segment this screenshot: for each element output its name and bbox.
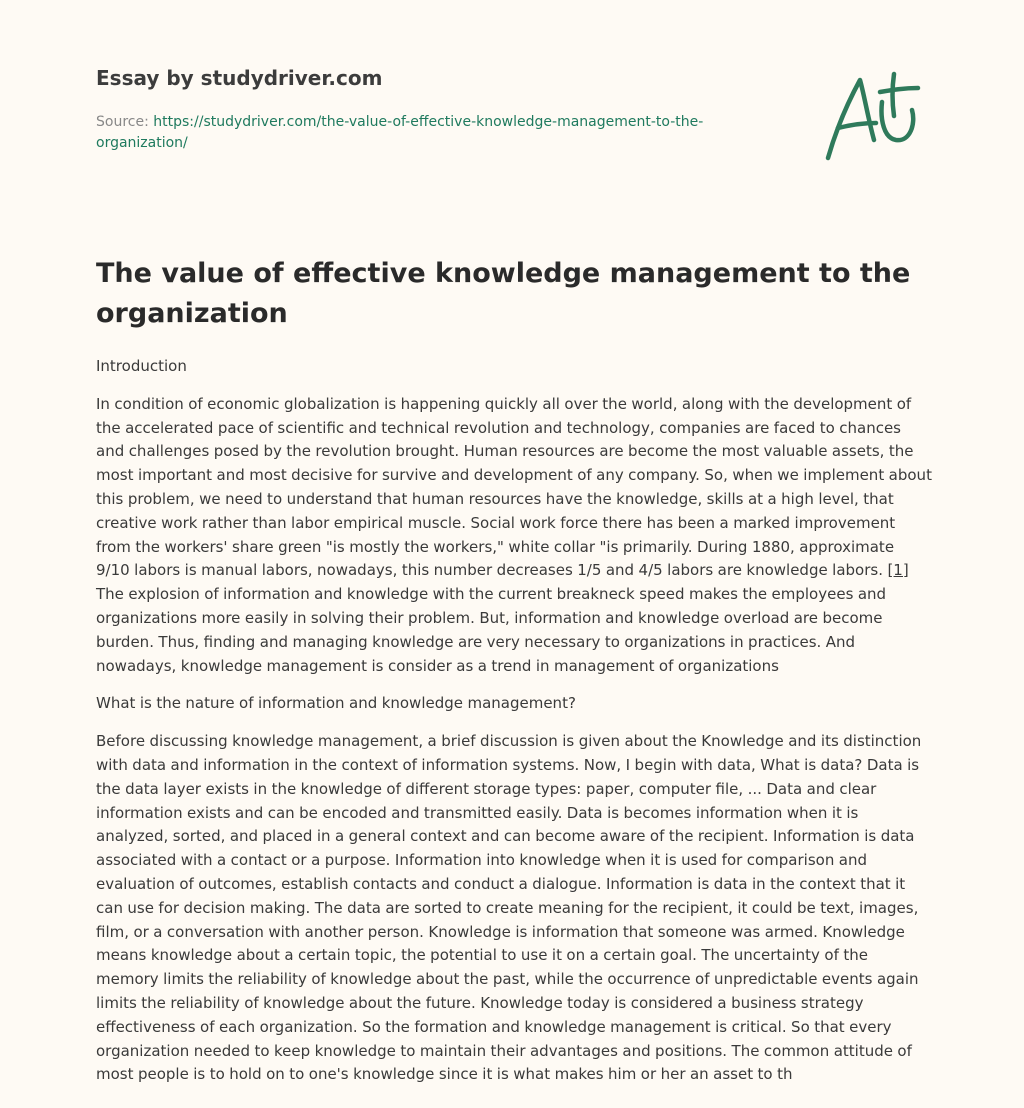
heading-nature: What is the nature of information and knowledge management? [96, 694, 576, 713]
essay-title: The value of effective knowledge management to the organization [96, 258, 911, 329]
essay-body [96, 355, 932, 1101]
source-line [96, 112, 776, 154]
site-brand: Essay by studydriver.com [96, 66, 383, 90]
paragraph-nature: Before discussing knowledge management, a brief discussion is given about the Knowledge and its distinction with data and information in the context of information systems. Now, I begin with data, What is data? Data is the data layer exists in the knowledge of different storage types: paper, computer file, ... Data and clear information exists and can be encoded and transmitted easily. Data is becomes information when it is analyzed, sorted, and placed in a general context and can become aware of the recipient. Information is data associated with a contact or a purpose. Information into knowledge when it is used for comparison and evaluation of outcomes, establish contacts and conduct a dialogue. Information is data in the context that it can use for decision making. The data are sorted to create meaning for the recipient, it could be text, images, film, or a conversation with another person. Knowledge is information that someone was armed. Knowledge means knowledge about a certain topic, the potential to use it on a certain goal. The uncertainty of the memory limits the reliability of knowledge about the past, while the occurrence of unpredictable events again limits the reliability of knowledge about the future. Knowledge today is considered a business strategy effectiveness of each organization. So the formation and knowledge management is critical. So that every organization needed to keep knowledge to maintain their advantages and positions. The common attitude of most people is to hold on to one's knowledge since it is what makes him or her an asset to th [96, 732, 922, 1084]
heading-introduction: Introduction [96, 357, 187, 375]
paragraph-introduction [96, 393, 932, 679]
footnote-link[interactable]: [1] [887, 561, 909, 580]
paragraph-text: The explosion of information and knowledge with the current breakneck speed makes the employees and organizations more easily in solving their problem. But, information and knowledge overload are become burden. Thus, finding and managing knowledge are very necessary to organizations in practices. And nowadays, knowledge management is consider as a trend in management of organizations [96, 585, 887, 675]
source-link[interactable]: https://studydriver.com/the-value-of-effective-knowledge-management-to-the-organization/ [96, 114, 704, 151]
a-plus-logo-icon [824, 68, 924, 164]
paragraph-text: In condition of economic globalization is happening quickly all over the world, along with the development of the accelerated pace of scientific and technical revolution and technology, companies are faced to chances and challenges posed by the revolution brought. Human resources are become the most valuable assets, the most important and most decisive for survive and development of any company. So, when we implement about this problem, we need to understand that human resources have the knowledge, skills at a high level, that creative work rather than labor empirical muscle. Social work force there has been a marked improvement from the workers' share green "is mostly the workers," white collar "is primarily. During 1880, approximate 9/10 labors is manual labors, nowadays, this number decreases 1/5 and 4/5 labors are knowledge labors. [96, 394, 932, 580]
source-label: Source: [96, 114, 154, 130]
